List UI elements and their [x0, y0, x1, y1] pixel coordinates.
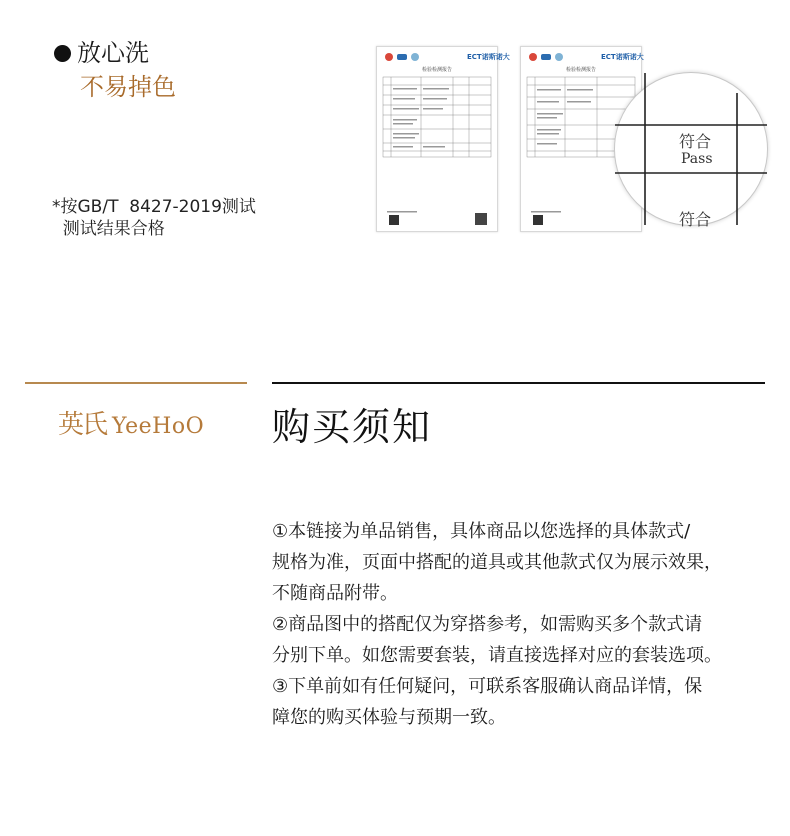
brand-logo-en: YeeHoO	[112, 414, 205, 439]
divider-gold	[25, 382, 247, 384]
feature-title	[54, 38, 149, 68]
brand-logo-cn: 英氏	[58, 410, 107, 440]
notice-line: 规格为准，页面中搭配的道具或其他款式仅为展示效果，	[272, 552, 722, 573]
notice-line: 不随商品附带。	[272, 583, 398, 604]
magnifier-zoom	[614, 72, 768, 229]
notice-line: 分别下单。如您需要套装，请直接选择对应的套装选项。	[272, 645, 722, 666]
report-header: 检验检测报告	[421, 67, 453, 73]
report-header: 检验检测报告	[565, 67, 597, 73]
test-standard-note	[52, 196, 256, 240]
notice-line: ②商品图中的搭配仅为穿搭参考，如需购买多个款式请	[272, 614, 703, 635]
magnifier-conform-label-2: 符合	[679, 210, 712, 229]
notice-line: ①本链接为单品销售，具体商品以您选择的具体款式/	[272, 521, 691, 542]
divider-black	[272, 382, 765, 384]
feature-subtitle: 不易掉色	[80, 73, 176, 101]
note-line-2: 测试结果合格	[52, 219, 165, 239]
feature-title-text: 放心洗	[77, 39, 149, 67]
note-line-1: *按GB/T 8427-2019测试	[52, 197, 256, 217]
bullet-icon	[54, 45, 71, 62]
magnifier-pass-label: Pass	[681, 151, 713, 167]
notice-line: ③下单前如有任何疑问，可联系客服确认商品详情，保	[272, 676, 703, 697]
notice-title: 购买须知	[272, 405, 433, 449]
report-brand-label: ECT诺斯诺大	[601, 53, 644, 61]
notice-line: 障您的购买体验与预期一致。	[272, 707, 506, 728]
test-report-image-1	[376, 46, 510, 232]
notice-body	[272, 516, 772, 733]
report-brand-label: ECT诺斯诺大	[467, 53, 510, 61]
magnifier-conform-label: 符合	[679, 132, 712, 151]
brand-logo	[58, 404, 204, 441]
